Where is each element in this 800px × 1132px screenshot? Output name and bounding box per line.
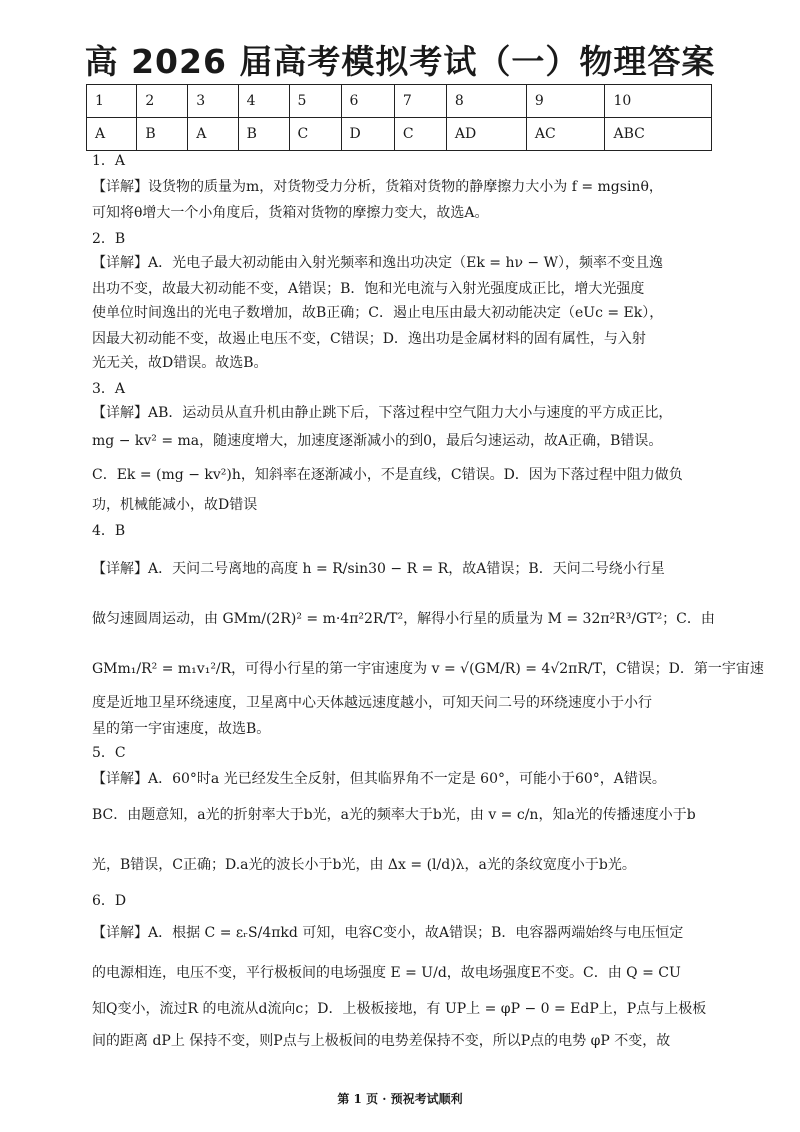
answer-cell: A xyxy=(188,118,238,151)
q1-explanation-line: 【详解】设货物的质量为m，对货物受力分析，货箱对货物的静摩擦力大小为 f = mgsinθ， xyxy=(92,179,663,195)
question-2-number: 2．B xyxy=(92,231,126,247)
q6-explanation-line: 的电源相连，电压不变，平行极板间的电场强度 E = U/d，故电场强度E不变。C．由 Q = CU xyxy=(92,965,681,981)
question-number-cell: 9 xyxy=(526,85,605,118)
question-number-cell: 2 xyxy=(137,85,188,118)
q2-explanation-line: 因最大初动能不变，故遏止电压不变，C错误；D．逸出功是金属材料的固有属性，与入射 xyxy=(92,331,646,347)
q4-explanation-line: 做匀速圆周运动，由 GMm/(2R)² = m·4π²2R/T²，解得小行星的质量为 M = 32π²R³/GT²；C．由 xyxy=(92,611,715,627)
q1-explanation-line: 可知将θ增大一个小角度后，货箱对货物的摩擦力变大，故选A。 xyxy=(92,205,489,221)
question-number-cell: 10 xyxy=(605,85,712,118)
question-number-cell: 8 xyxy=(446,85,526,118)
answer-table-answer-row xyxy=(87,118,712,151)
q4-explanation-line: 【详解】A．天问二号离地的高度 h = R/sin30 − R = R，故A错误；B．天问二号绕小行星 xyxy=(92,561,665,577)
answer-cell: D xyxy=(341,118,394,151)
q6-explanation-line: 【详解】A．根据 C = εᵣS/4πkd 可知，电容C变小，故A错误；B．电容器两端始终与电压恒定 xyxy=(92,925,684,941)
q2-explanation-line: 光无关，故D错误。故选B。 xyxy=(92,355,268,371)
q5-explanation-line: 【详解】A．60°时a 光已经发生全反射，但其临界角不一定是 60°，可能小于60°，A错误。 xyxy=(92,771,666,787)
question-number-cell: 3 xyxy=(188,85,238,118)
q3-explanation-line: mg − kv² = ma，随速度增大，加速度逐渐减小的到0，最后匀速运动，故A正确，B错误。 xyxy=(92,433,663,449)
q2-explanation-line: 出功不变，故最大初动能不变，A错误；B．饱和光电流与入射光强度成正比，增大光强度 xyxy=(92,281,645,297)
question-1-number: 1．A xyxy=(92,153,126,169)
answer-table-number-row xyxy=(87,85,712,118)
question-number-cell: 6 xyxy=(341,85,394,118)
question-number-cell: 4 xyxy=(238,85,289,118)
question-number-cell: 7 xyxy=(394,85,446,118)
question-3-number: 3．A xyxy=(92,381,126,397)
answer-cell: B xyxy=(137,118,188,151)
answer-cell: A xyxy=(87,118,137,151)
q4-explanation-line: 星的第一宇宙速度，故选B。 xyxy=(92,721,271,737)
answer-cell: B xyxy=(238,118,289,151)
question-6-number: 6．D xyxy=(92,893,127,909)
q3-explanation-line: C．Ek = (mg − kv²)h，知斜率在逐渐减小，不是直线，C错误。D．因为下落过程中阻力做负 xyxy=(92,467,683,483)
q4-explanation-line: 度是近地卫星环绕速度，卫星离中心天体越远速度越小，可知天问二号的环绕速度小于小行 xyxy=(92,695,652,711)
q3-explanation-line: 【详解】AB．运动员从直升机由静止跳下后，下落过程中空气阻力大小与速度的平方成正比， xyxy=(92,405,673,421)
q4-explanation-line: GMm₁/R² = m₁v₁²/R，可得小行星的第一宇宙速度为 v = √(GM/R) = 4√2πR/T，C错误；D．第一宇宙速 xyxy=(92,661,764,677)
question-number-cell: 1 xyxy=(87,85,137,118)
q2-explanation-line: 【详解】A．光电子最大初动能由入射光频率和逸出功决定（Ek = hν − W），频率不变且逸 xyxy=(92,255,663,271)
question-4-number: 4．B xyxy=(92,523,126,539)
answer-cell: AD xyxy=(446,118,526,151)
question-number-cell: 5 xyxy=(289,85,341,118)
page-footer: 第 1 页 · 预祝考试顺利 xyxy=(337,1092,463,1106)
answer-cell: ABC xyxy=(605,118,712,151)
q5-explanation-line: BC．由题意知，a光的折射率大于b光，a光的频率大于b光，由 v = c/n，知a光的传播速度小于b xyxy=(92,807,696,823)
answer-cell: C xyxy=(289,118,341,151)
q5-explanation-line: 光，B错误，C正确；D.a光的波长小于b光，由 Δx = (l/d)λ，a光的条纹宽度小于b光。 xyxy=(92,857,636,873)
q6-explanation-line: 知Q变小，流过R 的电流从d流向c；D．上极板接地，有 UP上 = φP − 0 = EdP上，P点与上极板 xyxy=(92,1001,707,1017)
q3-explanation-line: 功，机械能减小，故D错误 xyxy=(92,497,258,513)
answer-table xyxy=(86,84,712,151)
question-5-number: 5．C xyxy=(92,745,126,761)
page-title: 高 2026 届高考模拟考试（一）物理答案 xyxy=(84,42,716,81)
q2-explanation-line: 使单位时间逸出的光电子数增加，故B正确；C．遏止电压由最大初动能决定（eUc = Ek）， xyxy=(92,305,664,321)
q6-explanation-line: 间的距离 dP上 保持不变，则P点与上极板间的电势差保持不变，所以P点的电势 φP 不变，故 xyxy=(92,1033,671,1049)
answer-cell: C xyxy=(394,118,446,151)
answer-cell: AC xyxy=(526,118,605,151)
